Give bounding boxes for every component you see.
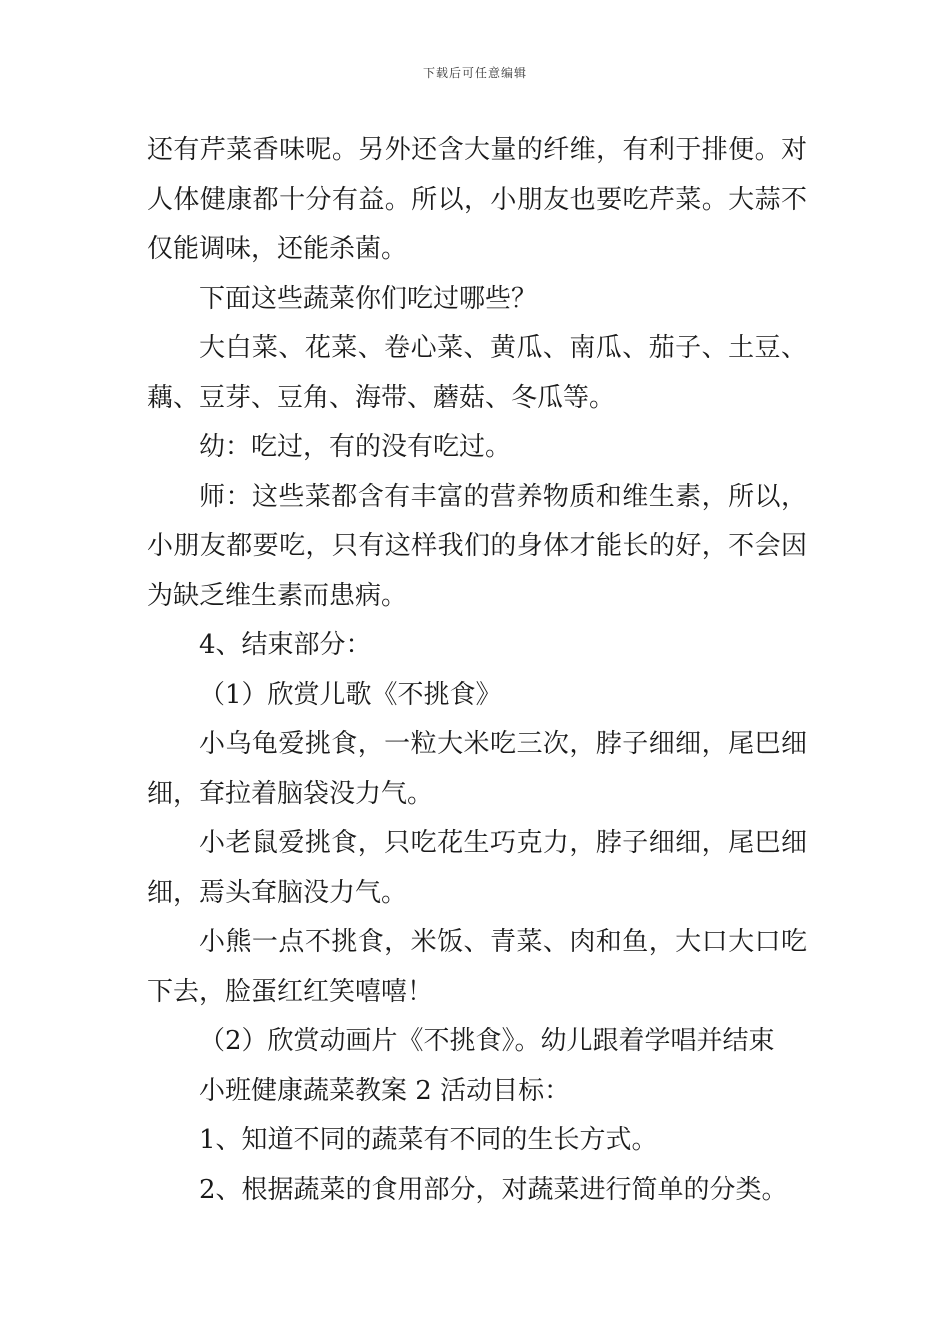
paragraph-child-answer: 幼：吃过，有的没有吃过。 <box>199 432 512 462</box>
lesson-plan-title: 小班健康蔬菜教案 2 活动目标： <box>199 1075 571 1106</box>
page-header: 下载后可任意编辑 <box>422 66 527 80</box>
paragraph-teacher-remark: 师：这些菜都含有丰富的营养物质和维生素，所以，小朋友都要吃，只有这样我们的身体才能长的好，不会因为缺乏维生素而患病。 <box>147 481 807 611</box>
subsection-heading-song: （1）欣赏儿歌《不挑食》 <box>199 679 502 710</box>
paragraph-continuation: 还有芹菜香味呢。另外还含大量的纤维，有利于排便。对人体健康都十分有益。所以，小朋友也要吃芹菜。大蒜不仅能调味，还能杀菌。 <box>147 135 807 264</box>
song-verse-mouse: 小老鼠爱挑食，只吃花生巧克力，脖子细细，尾巴细细，焉头耷脑没力气。 <box>147 828 807 908</box>
document-body <box>147 126 807 1215</box>
subsection-heading-cartoon: （2）欣赏动画片《不挑食》。幼儿跟着学唱并结束 <box>199 1026 775 1056</box>
song-verse-bear: 小熊一点不挑食，米饭、青菜、肉和鱼，大口大口吃下去，脸蛋红红笑嘻嘻！ <box>147 927 807 1007</box>
paragraph-vegetable-list: 大白菜、花菜、卷心菜、黄瓜、南瓜、茄子、土豆、藕、豆芽、豆角、海带、蘑菇、冬瓜等。 <box>147 333 807 413</box>
objective-item-1: 1、知道不同的蔬菜有不同的生长方式。 <box>199 1125 658 1155</box>
section-heading-ending: 4、结束部分： <box>199 630 372 660</box>
song-verse-turtle: 小乌龟爱挑食，一粒大米吃三次，脖子细细，尾巴细细，耷拉着脑袋没力气。 <box>147 729 807 809</box>
paragraph-question: 下面这些蔬菜你们吃过哪些？ <box>199 283 538 314</box>
objective-item-2: 2、根据蔬菜的食用部分，对蔬菜进行简单的分类。 <box>199 1174 788 1205</box>
